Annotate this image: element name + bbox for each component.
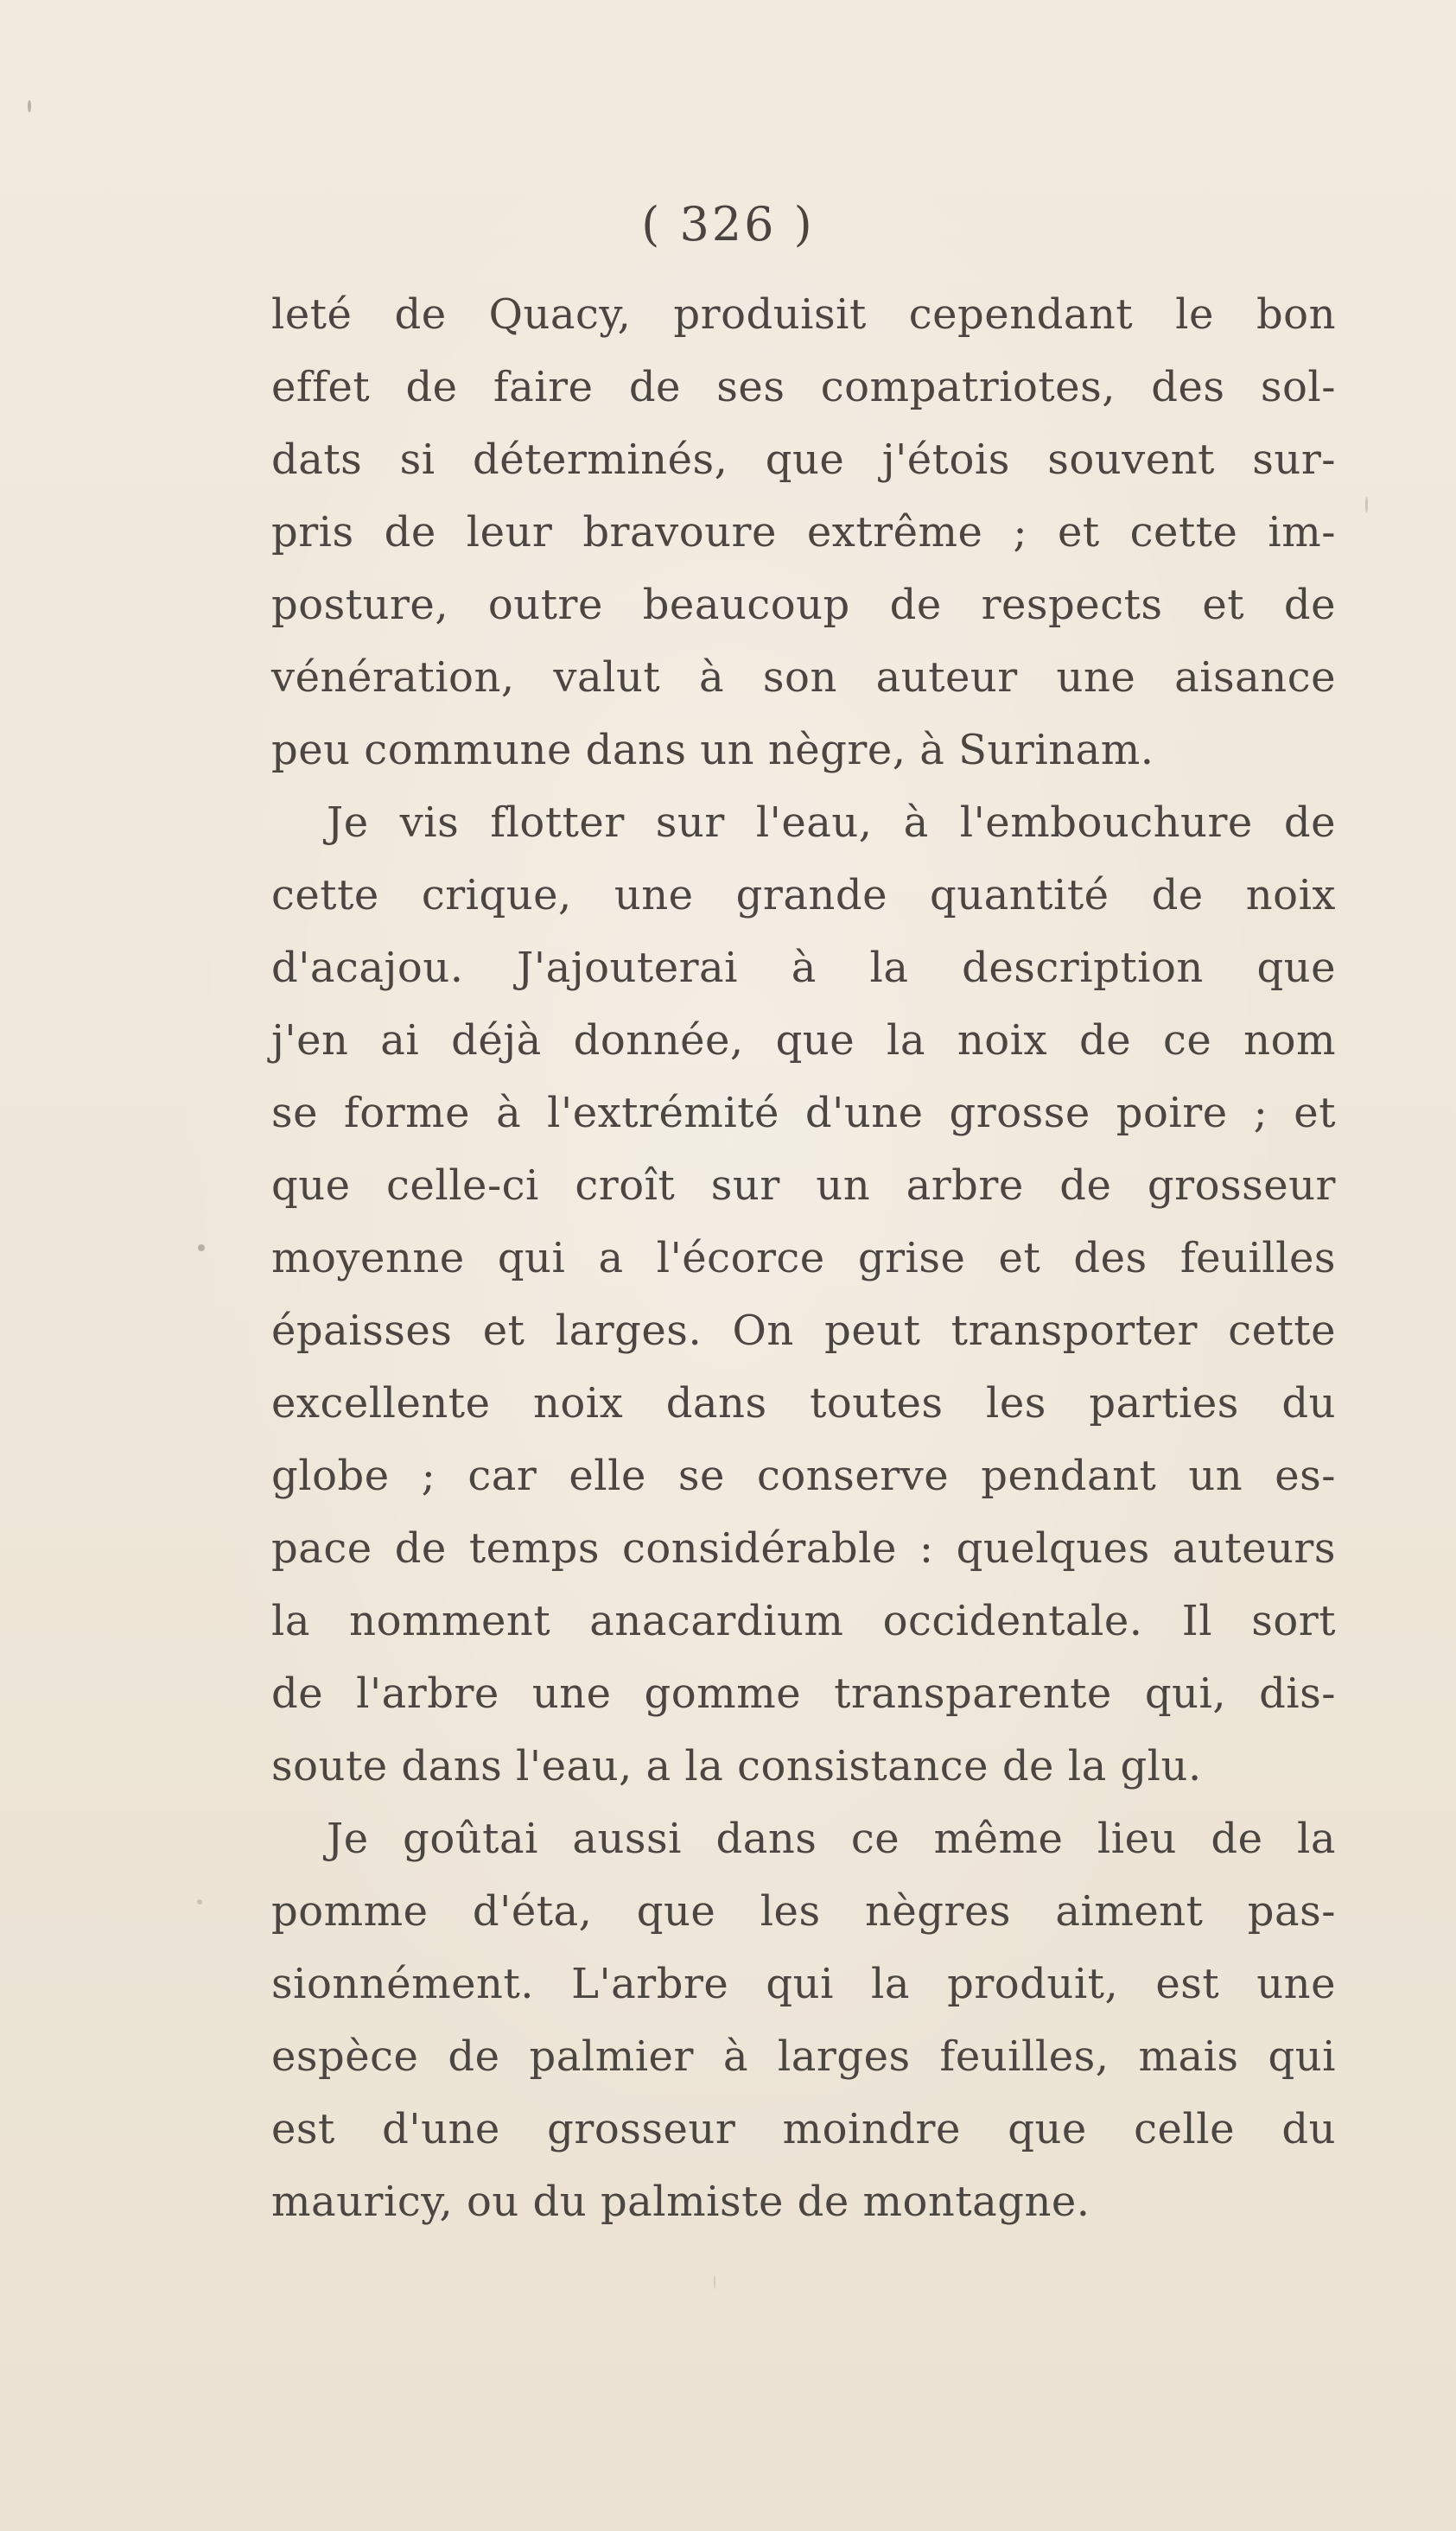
text-line: pris de leur bravoure extrême ; et cette im- <box>271 508 1336 556</box>
text-line: pace de temps considérable : quelques auteurs <box>271 1524 1336 1573</box>
text-line: pomme d'éta, que les nègres aiment pas- <box>271 1887 1336 1936</box>
text-line: soute dans l'eau, a la consistance de la glu. <box>271 1742 1202 1790</box>
ink-speck <box>1365 497 1368 512</box>
text-line: dats si déterminés, que j'étois souvent sur- <box>271 436 1336 484</box>
text-line: sionnément. L'arbre qui la produit, est une <box>271 1960 1336 2008</box>
paragraph <box>271 278 1336 786</box>
text-line: que celle-ci croît sur un arbre de grosseur <box>271 1161 1336 1210</box>
text-line: mauricy, ou du palmiste de montagne. <box>271 2178 1090 2226</box>
text-line: peu commune dans un nègre, à Surinam. <box>271 726 1154 774</box>
text-line: effet de faire de ses compatriotes, des sol- <box>271 363 1336 411</box>
text-line: espèce de palmier à larges feuilles, mais qui <box>271 2032 1336 2081</box>
ink-speck <box>198 1244 205 1251</box>
text-line: Je vis flotter sur l'eau, à l'embouchure de <box>327 798 1336 847</box>
paragraph <box>271 786 1336 1803</box>
text-line: moyenne qui a l'écorce grise et des feuilles <box>271 1234 1336 1282</box>
page-number: ( 326 ) <box>641 197 815 251</box>
text-line: globe ; car elle se conserve pendant un es- <box>271 1452 1336 1500</box>
ink-speck <box>714 2275 715 2289</box>
text-line: épaisses et larges. On peut transporter cette <box>271 1307 1336 1355</box>
text-line: vénération, valut à son auteur une aisance <box>271 653 1336 702</box>
ink-speck <box>197 1899 202 1905</box>
text-line: j'en ai déjà donnée, que la noix de ce nom <box>271 1016 1336 1065</box>
text-line: de l'arbre une gomme transparente qui, dis- <box>271 1669 1336 1718</box>
text-line: la nomment anacardium occidentale. Il sort <box>271 1597 1336 1645</box>
text-line: Je goûtai aussi dans ce même lieu de la <box>327 1815 1336 1863</box>
text-line: leté de Quacy, produisit cependant le bon <box>271 290 1336 339</box>
text-line: d'acajou. J'ajouterai à la description que <box>271 944 1336 992</box>
body-text <box>271 278 1336 2238</box>
text-line: est d'une grosseur moindre que celle du <box>271 2105 1336 2153</box>
text-line: se forme à l'extrémité d'une grosse poire ; et <box>271 1089 1336 1137</box>
ink-speck <box>28 100 31 112</box>
text-line: cette crique, une grande quantité de noix <box>271 871 1336 919</box>
text-line: excellente noix dans toutes les parties du <box>271 1379 1336 1428</box>
paragraph <box>271 1803 1336 2238</box>
text-line: posture, outre beaucoup de respects et de <box>271 581 1336 629</box>
